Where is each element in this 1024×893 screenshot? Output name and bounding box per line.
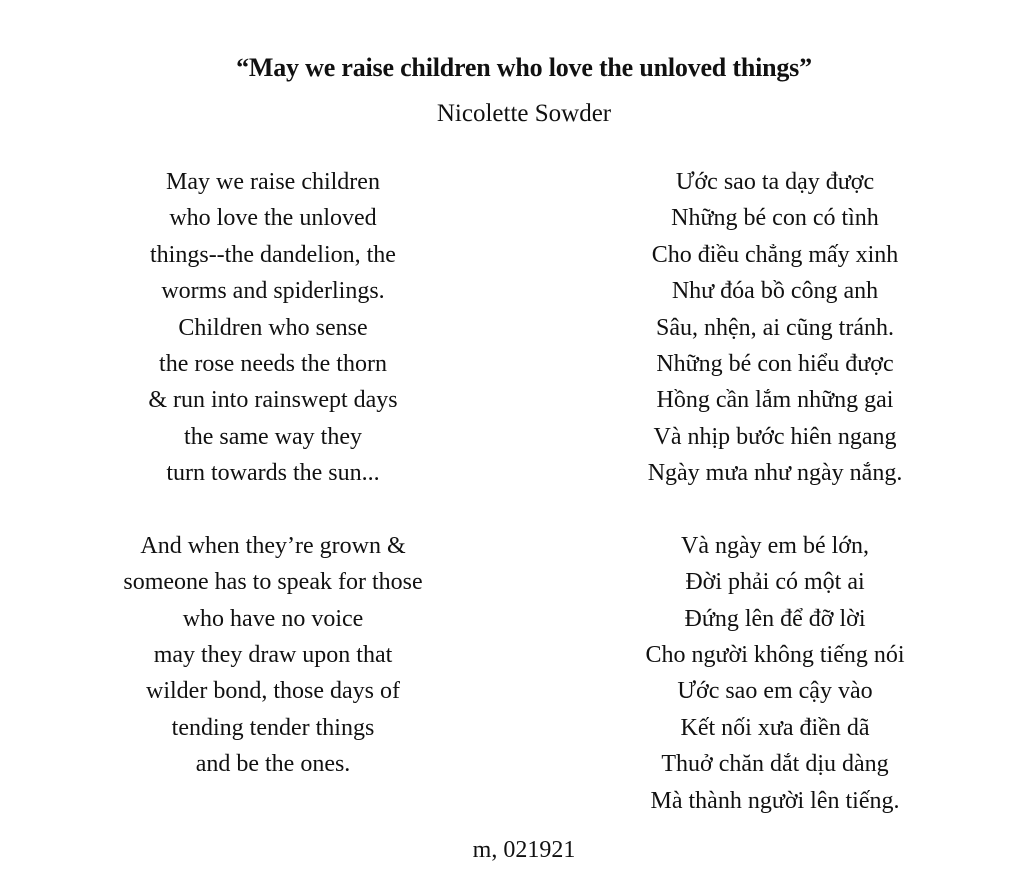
poem-line: May we raise children (166, 169, 380, 195)
poem-line: may they draw upon that (153, 642, 393, 669)
poem-line: Mà thành người lên tiếng. (650, 787, 900, 814)
poem-line: Hồng cần lắm những gai (656, 387, 894, 414)
english-stanza-2 (73, 528, 473, 783)
poem-line: Những bé con có tình (671, 205, 879, 232)
poem-line: worms and spiderlings. (161, 278, 385, 305)
vietnamese-poem (575, 164, 975, 819)
poem-line: Ước sao ta dạy được (675, 169, 875, 195)
poem-author: Nicolette Sowder (436, 100, 612, 127)
poem-line: Cho người không tiếng nói (645, 642, 905, 669)
vietnamese-stanza-1 (575, 164, 975, 492)
poem-line: and be the ones. (195, 751, 351, 778)
poem-line: Và nhịp bước hiên ngang (653, 423, 897, 450)
poem-line: Đứng lên để đỡ lời (684, 605, 866, 632)
poem-line: Đời phải có một ai (685, 569, 865, 596)
poem-line: Ước sao em cậy vào (677, 678, 873, 705)
poem-line: tending tender things (171, 714, 375, 741)
poem-line: Thuở chăn dắt dịu dàng (661, 751, 889, 778)
poem-line: wilder bond, those days of (146, 678, 400, 705)
poem-line: the same way they (184, 423, 362, 450)
english-stanza-1 (73, 164, 473, 492)
poem-line: the rose needs the thorn (159, 350, 387, 377)
poem-line: Ngày mưa như ngày nắng. (647, 460, 903, 487)
poem-line: Và ngày em bé lớn, (681, 532, 869, 559)
poem-line: who love the unloved (169, 205, 377, 232)
poem-line: Cho điều chẳng mấy xinh (651, 241, 899, 268)
vietnamese-stanza-2 (575, 528, 975, 819)
poem-line: who have no voice (182, 605, 364, 632)
poem-line: someone has to speak for those (123, 569, 423, 596)
poem-line: Kết nối xưa điền dã (680, 714, 870, 741)
footer-signature: m, 021921 (472, 837, 576, 863)
stanza-gap (73, 492, 473, 528)
english-poem (73, 164, 473, 783)
poem-line: things--the dandelion, the (150, 241, 396, 268)
poem-line: Sâu, nhện, ai cũng tránh. (656, 314, 894, 341)
poem-line: And when they’re grown & (140, 532, 406, 559)
poem-line: Những bé con hiểu được (656, 350, 894, 377)
poem-line: & run into rainswept days (148, 387, 398, 414)
poem-line: turn towards the sun... (166, 460, 380, 487)
poem-title: “May we raise children who love the unloved things” (236, 53, 812, 82)
poem-line: Children who sense (178, 314, 368, 341)
stanza-gap (575, 492, 975, 528)
poem-line: Như đóa bồ công anh (671, 278, 879, 305)
